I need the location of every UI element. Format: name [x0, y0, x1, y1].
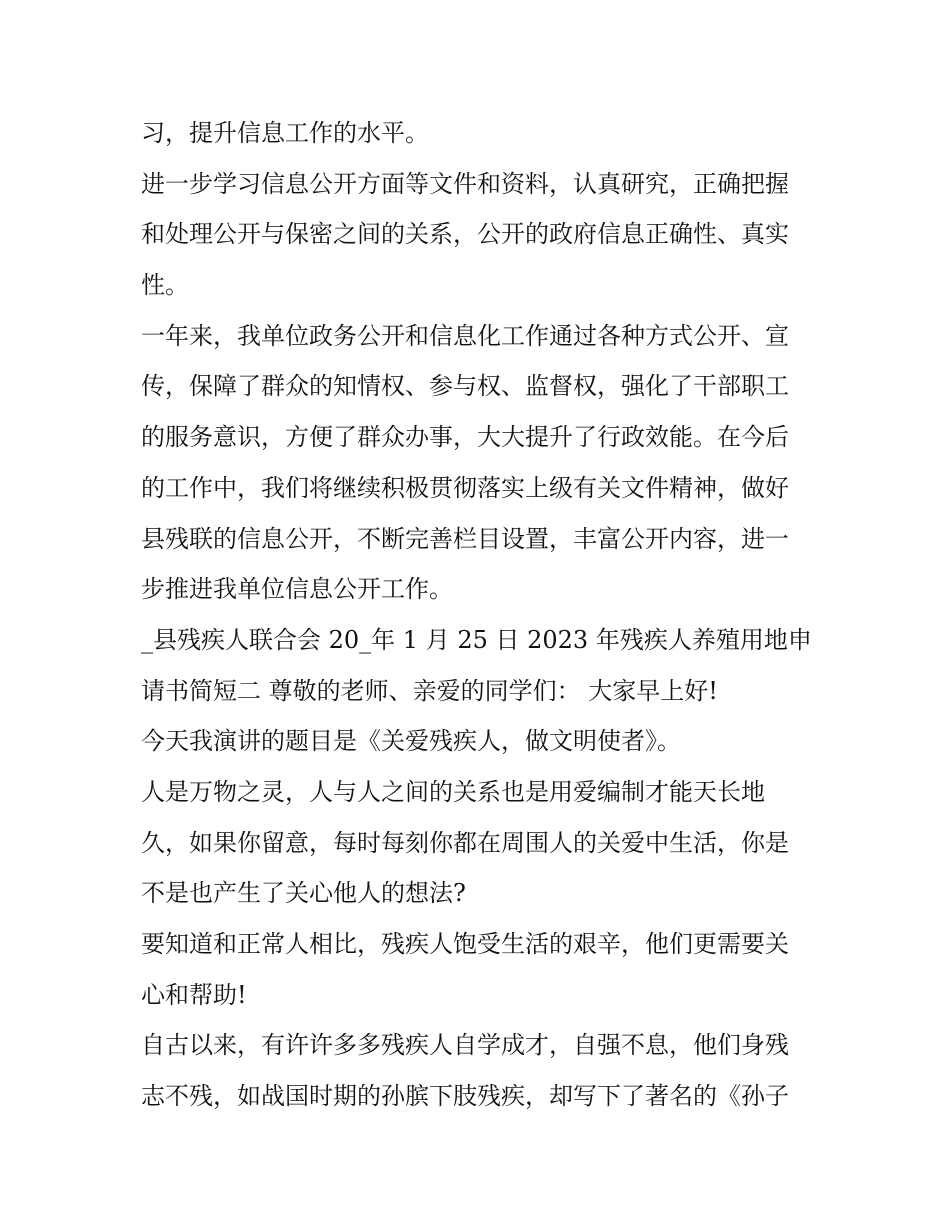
text-line: 的工作中，我们将继续积极贯彻落实上级有关文件精神，做好: [141, 473, 789, 502]
text-line: 步推进我单位信息公开工作。: [141, 575, 453, 604]
text-line: 进一步学习信息公开方面等文件和资料，认真研究，正确把握: [141, 169, 789, 198]
text-line: 志不残，如战国时期的孙膑下肢残疾，却写下了著名的《孙子: [141, 1082, 789, 1111]
text-line: 要知道和正常人相比，残疾人饱受生活的艰辛，他们更需要关: [141, 930, 789, 958]
text-line: 的服务意识，方便了群众办事，大大提升了行政效能。在今后: [141, 423, 789, 452]
text-line: 久，如果你留意，每时每刻你都在周围人的关爱中生活，你是: [141, 828, 789, 857]
text-line: 心和帮助!: [141, 980, 247, 1009]
text-line: 县残联的信息公开，不断完善栏目设置，丰富公开内容，进一: [141, 524, 789, 553]
text-line: 请书简短二 尊敬的老师、亲爱的同学们： 大家早上好!: [141, 676, 718, 705]
text-line: _县残疾人联合会 20_年 1 月 25 日 2023 年残疾人养殖用地申: [141, 625, 812, 654]
text-line: 习，提升信息工作的水平。: [141, 119, 429, 147]
text-line: 今天我演讲的题目是《关爱残疾人，做文明使者》。: [141, 727, 681, 756]
text-line: 一年来，我单位政务公开和信息化工作通过各种方式公开、宣: [141, 321, 789, 350]
text-line: 自古以来，有许许多多残疾人自学成才，自强不息，他们身残: [141, 1031, 789, 1060]
document-body: [141, 108, 821, 1122]
text-line: 不是也产生了关心他人的想法?: [141, 879, 466, 908]
text-line: 性。: [141, 271, 189, 300]
text-line: 人是万物之灵，人与人之间的关系也是用爱编制才能天长地: [141, 777, 765, 806]
text-line: 传，保障了群众的知情权、参与权、监督权，强化了干部职工: [141, 372, 789, 401]
text-line: 和处理公开与保密之间的关系，公开的政府信息正确性、真实: [141, 220, 789, 249]
